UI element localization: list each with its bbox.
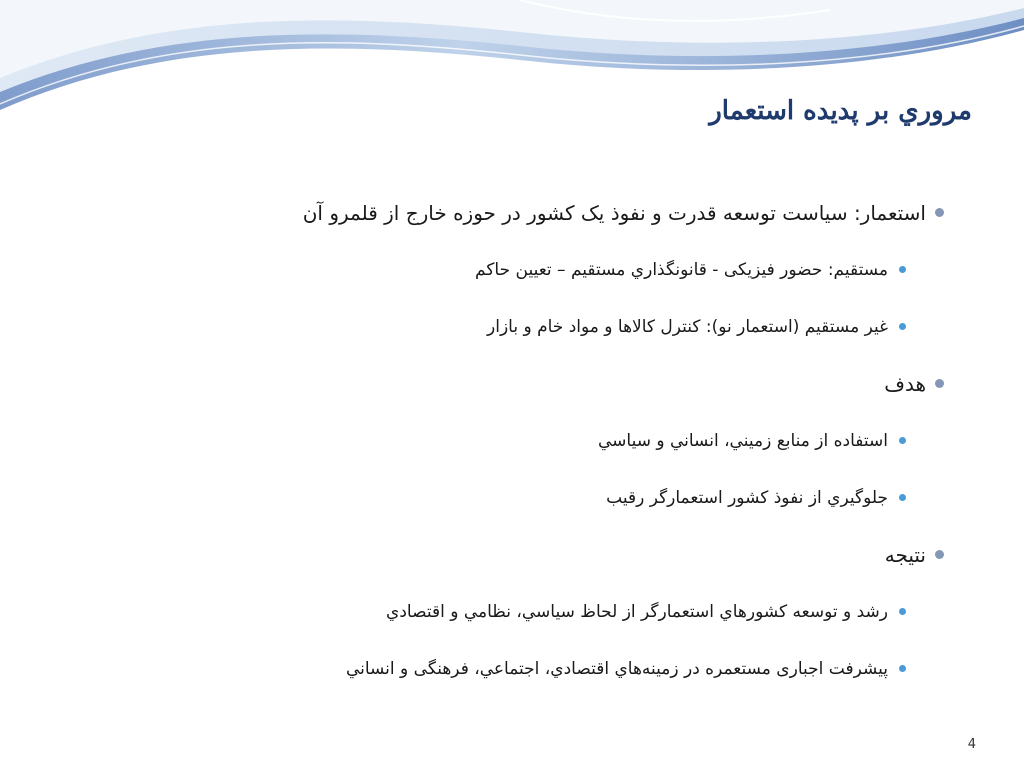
bullet-item-level2 xyxy=(66,306,946,363)
bullet-item-level2 xyxy=(66,591,946,648)
bullet-dot-icon xyxy=(935,208,944,217)
bullet-item-level2 xyxy=(66,477,946,534)
bullet-dot-icon xyxy=(899,323,906,330)
bullet-dot-icon xyxy=(935,379,944,388)
bullet-text: پيشرفت اجباری مستعمره در زمينه‌هاي اقتصادي، اجتماعي، فرهنگی و انساني xyxy=(345,659,888,679)
bullet-dot-icon xyxy=(899,665,906,672)
slide-title: مروري بر پديده استعمار xyxy=(709,96,972,126)
bullet-dot-icon xyxy=(899,494,906,501)
bullet-item-level1 xyxy=(66,192,946,249)
bullet-text: جلوگيري از نفوذ كشور استعمارگر رقيب xyxy=(606,488,888,508)
bullet-text: استعمار: سياست توسعه قدرت و نفوذ يک كشور در حوزه خارج از قلمرو آن xyxy=(302,201,926,225)
bullet-dot-icon xyxy=(899,437,906,444)
bullet-text: رشد و توسعه كشورهاي استعمارگر از لحاظ سياسي، نظامي و اقتصادي xyxy=(386,602,888,622)
bullet-dot-icon xyxy=(899,266,906,273)
bullet-text: غير مستقيم (استعمار نو): كنترل كالاها و مواد خام و بازار xyxy=(487,317,888,337)
bullet-text: هدف xyxy=(884,372,926,396)
bullet-text: نتيجه xyxy=(884,543,926,567)
bullet-list xyxy=(66,192,946,705)
bullet-text: استفاده از منابع زميني، انساني و سياسي xyxy=(597,431,888,451)
page-number: 4 xyxy=(967,737,976,752)
bullet-dot-icon xyxy=(935,550,944,559)
bullet-item-level1 xyxy=(66,363,946,420)
bullet-item-level2 xyxy=(66,420,946,477)
bullet-item-level1 xyxy=(66,534,946,591)
bullet-text: مستقيم: حضور فيزيکی - قانونگذاري مستقيم – تعيين حاكم xyxy=(475,260,888,280)
bullet-item-level2 xyxy=(66,249,946,306)
bullet-dot-icon xyxy=(899,608,906,615)
bullet-item-level2 xyxy=(66,648,946,705)
